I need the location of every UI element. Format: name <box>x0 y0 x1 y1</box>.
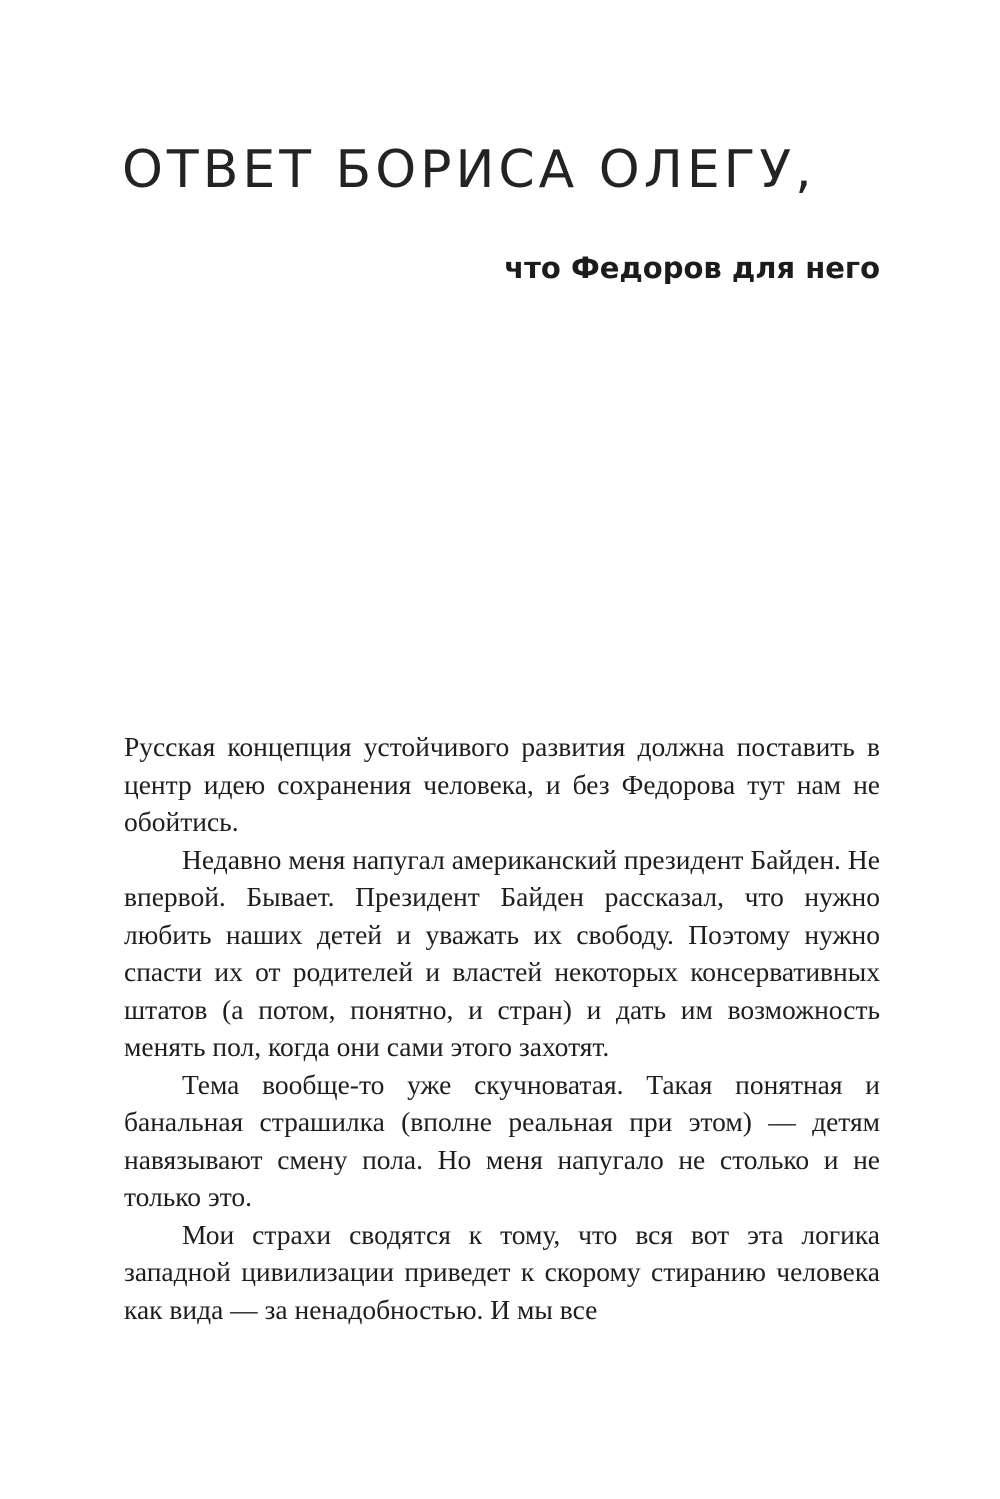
chapter-subtitle: что Федоров для него <box>504 251 880 285</box>
chapter-title: ОТВЕТ БОРИСА ОЛЕГУ, <box>122 140 816 200</box>
paragraph-2: Недавно меня напугал американский президент Байден. Не впервой. Бывает. Президент Байден рассказал, что нужно любить наших детей и уважать их свободу. Поэтому нужно спасти их от родителей и властей некоторых консервативных штатов (а потом, понятно, и стран) и дать им возможность менять пол, когда они сами этого захотят. <box>124 843 880 1062</box>
paragraph-1: Русская концепция устойчивого развития должна поставить в центр идею сохранения человека, и без Федорова тут нам не обойтись. <box>124 731 880 837</box>
body-text <box>124 728 880 1328</box>
paragraph-4: Мои страхи сводятся к тому, что вся вот эта логика западной цивилизации приведет к скорому стиранию человека как вида — за ненадобностью. И мы все <box>124 1218 880 1325</box>
paragraph-3: Тема вообще-то уже скучноватая. Такая понятная и банальная страшилка (вполне реальная при этом) — детям навязывают смену пола. Но меня напугало не столько и не только это. <box>124 1068 880 1212</box>
